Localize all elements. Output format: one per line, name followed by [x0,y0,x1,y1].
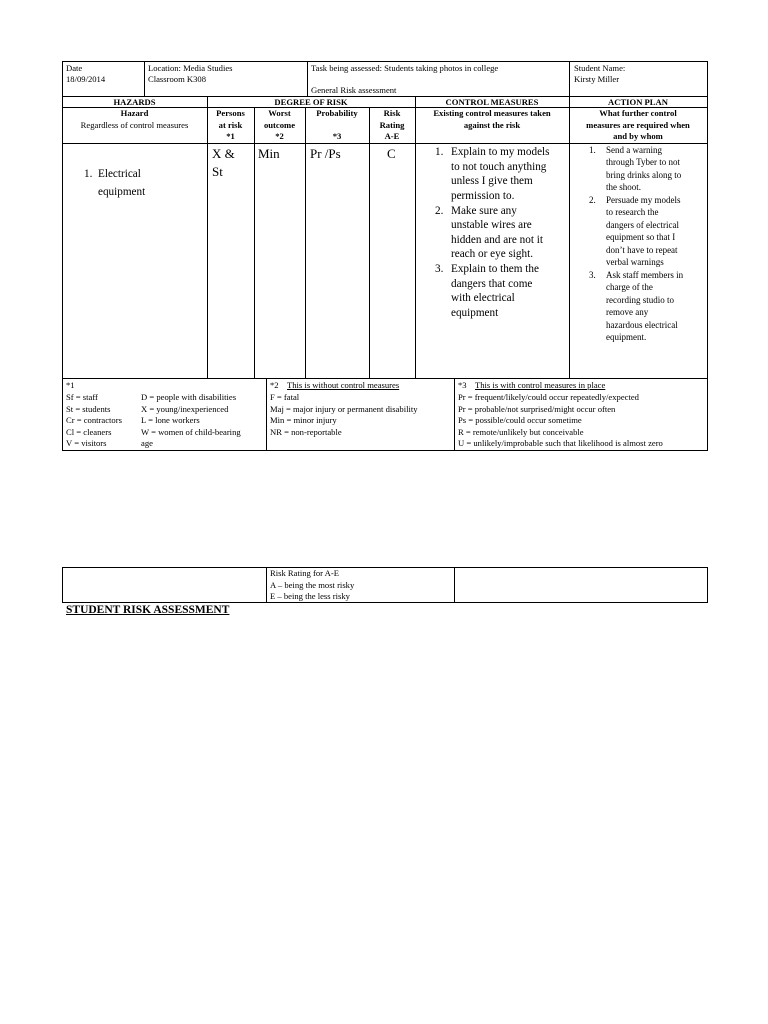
control-item-line: to not touch anything [451,160,547,173]
control-item-line: reach or eye sight. [451,248,534,261]
col-action-1: What further control [599,108,677,118]
col-action-2: measures are required when [586,120,690,130]
control-item-line: Explain to them the [451,263,539,275]
key3-line: U = unlikely/improbable such that likelihood is almost zero [458,438,663,448]
col-hazard-title: Hazard [120,108,149,118]
risk-rating-value: C [387,146,396,161]
col-persons-1: Persons [216,108,245,118]
action-item-line: Persuade my models [606,195,681,205]
col-worst-1: Worst [268,108,291,118]
col-hazard-subtitle: Regardless of control measures [80,120,189,130]
task-line1: Task being assessed: Students taking photos in college [311,63,499,73]
col-probability-3: *3 [332,131,342,141]
action-item-line: equipment. [606,332,647,342]
persons-at-risk-line2: St [212,164,223,179]
action-item-line: hazardous electrical [606,319,678,330]
key3-number: *3 [458,380,467,390]
date-label: Date [66,63,83,73]
persons-at-risk-line1: X & [212,146,235,161]
action-item-number: 2. [589,195,596,205]
col-rating-2: Rating [379,120,405,130]
key1-right-line: L = lone workers [141,415,200,425]
section-degree-of-risk: DEGREE OF RISK [274,97,348,107]
action-item-line: dangers of electrical [606,219,679,230]
key2-line: NR = non-reportable [270,426,342,437]
task-line2: General Risk assessment [311,85,397,95]
control-item-line: equipment [451,306,499,319]
hazard-line2: equipment [98,186,146,198]
control-item-number: 1. [435,146,444,158]
col-probability-1: Probability [316,108,358,118]
action-item-line: through Tyber to not [606,157,680,168]
rating-box-line: A – being the most risky [270,579,355,590]
key1-left-line: Sf = staff [66,392,98,402]
rating-box-line: E – being the less risky [270,591,350,601]
key1-right-line: D = people with disabilities [141,392,237,402]
key1-left-line: Cl = cleaners [66,426,112,437]
col-worst-3: *2 [275,131,284,141]
action-item-line: recording studio to [606,294,674,305]
action-item-line: equipment so that I [606,232,676,243]
col-action-3: and by whom [613,131,663,141]
control-item-line: unstable wires are [451,219,532,232]
student-label: Student Name: [574,63,626,73]
action-item-line: Ask staff members in [606,270,684,280]
rating-box-line: Risk Rating for A-E [270,568,339,578]
action-item-line: verbal warnings [606,257,664,267]
control-item-line: with electrical [451,292,515,305]
probability-value: Pr /Ps [310,146,341,161]
key2-number: *2 [270,380,279,390]
col-persons-2: at risk [218,120,243,130]
key1-left-line: V = visitors [66,438,107,448]
control-item-line: Make sure any [451,204,517,217]
key2-line: Maj = major injury or permanent disability [270,403,418,414]
section-control-measures: CONTROL MEASURES [445,97,539,107]
control-item-line: dangers that come [451,277,533,290]
action-item-line: don’t have to repeat [606,244,678,255]
action-item-line: Send a warning [606,145,662,155]
col-control-2: against the risk [463,120,521,130]
action-item-number: 1. [589,145,596,155]
key1-right-line: X = young/inexperienced [141,403,229,414]
page-title: STUDENT RISK ASSESSMENT [66,604,230,616]
key1-left-line: St = students [66,403,111,414]
control-item-line: unless I give them [451,175,533,188]
key3-line: R = remote/unlikely but conceivable [458,426,584,437]
col-persons-3: *1 [226,131,235,141]
control-item-line: Explain to my models [451,146,550,158]
key1-right-line: W = women of child-bearing [141,426,241,437]
worst-outcome-value: Min [258,146,280,161]
action-item-line: bring drinks along to [606,169,682,180]
key1-left-line: Cr = contractors [66,415,122,425]
action-item-line: charge of the [606,282,653,293]
section-hazards: HAZARDS [113,97,156,107]
location-line2: Classroom K308 [148,74,207,84]
key2-title: This is without control measures [287,380,400,390]
section-action-plan: ACTION PLAN [608,97,668,107]
action-item-line: remove any [606,307,649,318]
key3-line: Ps = possible/could occur sometime [458,415,582,425]
col-worst-2: outcome [263,120,296,130]
location-line1: Location: Media Studies [148,63,233,73]
key1-title: *1 [66,380,75,390]
col-rating-3: A-E [384,131,400,141]
student-name: Kirsty Miller [574,74,620,84]
control-item-number: 2. [435,204,444,217]
key3-line: Pr = probable/not surprised/might occur often [458,403,616,414]
action-item-number: 3. [589,270,596,280]
date-value: 18/09/2014 [66,74,106,84]
hazard-line1: Electrical [98,168,141,180]
action-item-line: the shoot. [606,182,641,193]
col-rating-1: Risk [383,108,401,118]
control-item-line: permission to. [451,189,515,202]
key2-line: F = fatal [270,392,300,402]
action-item-line: to research the [606,207,659,218]
col-control-1: Existing control measures taken [433,108,551,118]
control-item-line: hidden and are not it [451,233,543,246]
key1-right-line: age [141,438,153,448]
control-item-number: 3. [435,263,444,275]
key3-line: Pr = frequent/likely/could occur repeatedly/expected [458,392,639,402]
key2-line: Min = minor injury [270,415,337,425]
hazard-number: 1. [84,168,93,180]
key3-title: This is with control measures in place [475,380,606,390]
